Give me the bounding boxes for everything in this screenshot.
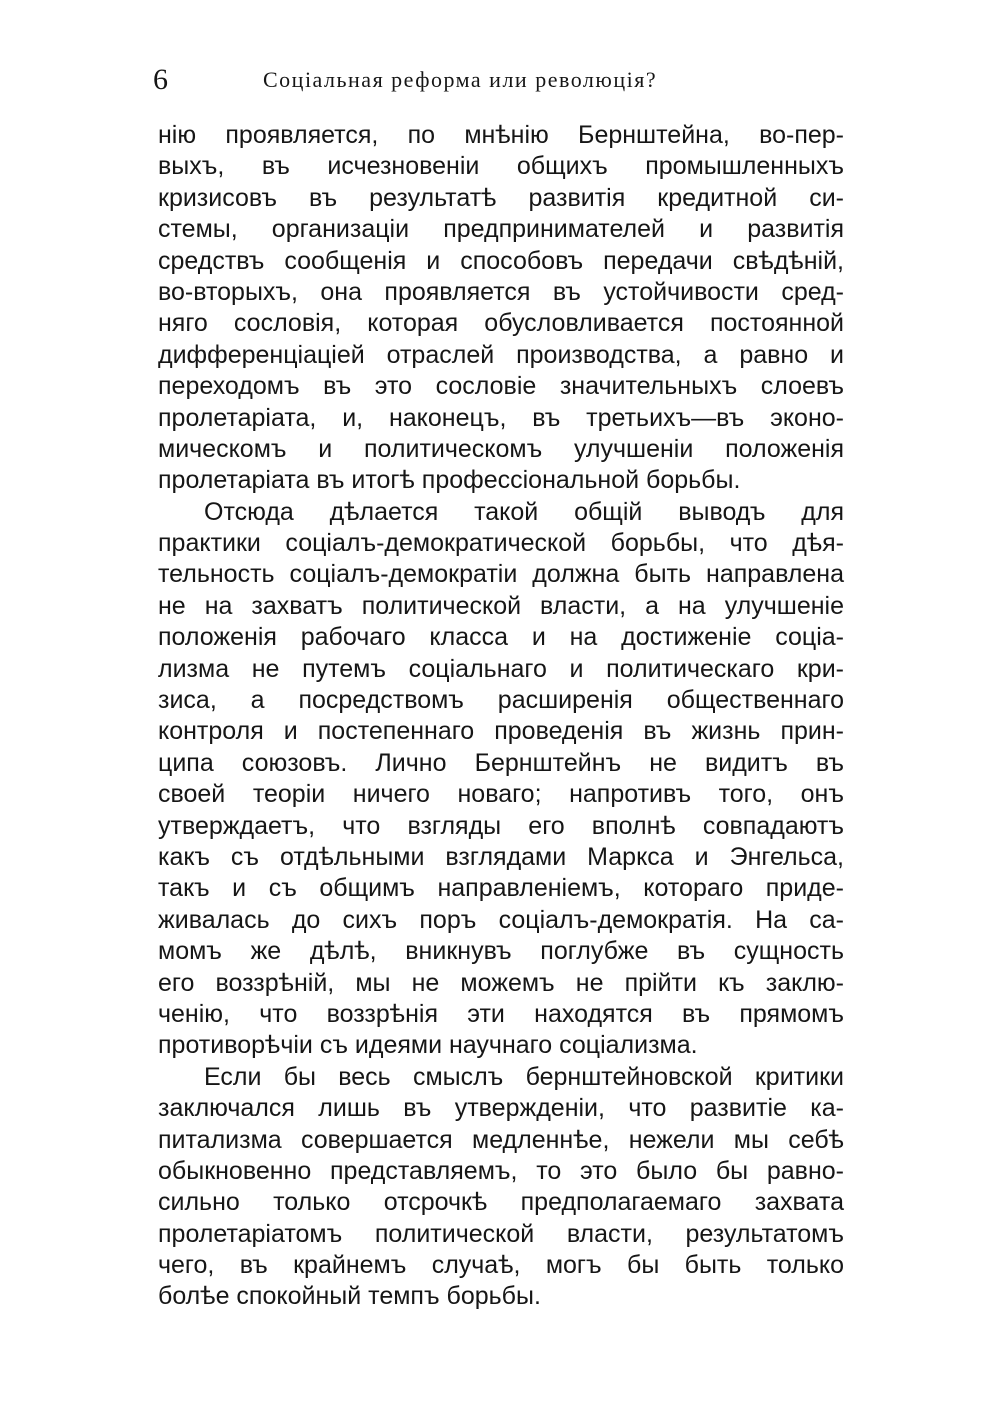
text-line: какъ съ отдѣльными взглядами Маркса и Энгельса, bbox=[158, 842, 844, 871]
text-line: выхъ, въ исчезновеніи общихъ промышленныхъ bbox=[158, 152, 844, 181]
text-line: переходомъ въ это сословіе значительныхъ слоевъ bbox=[158, 372, 844, 401]
text-line: момъ же дѣлѣ, вникнувъ поглубже въ сущность bbox=[158, 937, 844, 966]
text-line: болѣе спокойный темпъ борьбы. bbox=[158, 1282, 541, 1311]
text-line: противорѣчіи съ идеями научнаго соціализма. bbox=[158, 1031, 698, 1060]
text-line: Отсюда дѣлается такой общій выводъ для bbox=[204, 497, 844, 526]
body-text bbox=[158, 120, 844, 1313]
text-line: пролетаріатомъ политической власти, результатомъ bbox=[158, 1219, 844, 1248]
text-line: дифференціаціей отраслей производства, а равно и bbox=[158, 340, 844, 369]
running-title: Соціальная реформа или революція? bbox=[263, 67, 658, 92]
text-line: положенія рабочаго класса и на достиженіе соціа- bbox=[158, 623, 844, 652]
text-line: обыкновенно представляемъ, то это было бы равно- bbox=[158, 1156, 844, 1185]
text-line: контроля и постепеннаго проведенія въ жизнь прин- bbox=[158, 717, 844, 746]
page-number: 6 bbox=[153, 63, 168, 96]
text-line: Если бы весь смыслъ бернштейновской критики bbox=[204, 1062, 844, 1091]
text-line: утверждаетъ, что взгляды его вполнѣ совпадаютъ bbox=[158, 811, 844, 840]
text-line: чего, въ крайнемъ случаѣ, могъ бы быть только bbox=[158, 1251, 844, 1280]
text-line: пролетаріата, и, наконецъ, въ третьихъ—въ эконо- bbox=[158, 403, 844, 432]
text-line: не на захватъ политической власти, а на улучшеніе bbox=[158, 591, 844, 620]
text-line: ципа союзовъ. Лично Бернштейнъ не видитъ въ bbox=[158, 748, 844, 777]
text-line: живалась до сихъ поръ соціалъ-демократія. На са- bbox=[158, 905, 844, 934]
text-line: питализма совершается медленнѣе, нежели мы себѣ bbox=[158, 1125, 844, 1154]
text-line: такъ и съ общимъ направленіемъ, котораго приде- bbox=[158, 874, 844, 903]
text-line: тельность соціалъ-демократіи должна быть направлена bbox=[158, 560, 844, 589]
text-line: сильно только отсрочкѣ предполагаемаго захвата bbox=[158, 1188, 844, 1217]
text-line: его воззрѣній, мы не можемъ не прійти къ заклю- bbox=[158, 968, 844, 997]
text-line: няго сословія, которая обусловливается постоянной bbox=[158, 309, 844, 338]
paragraph-1 bbox=[158, 120, 844, 497]
text-line: лизма не путемъ соціальнаго и политическаго кри- bbox=[158, 654, 844, 683]
paragraph-3 bbox=[158, 1062, 844, 1313]
text-line: заключался лишь въ утвержденіи, что развитіе ка- bbox=[158, 1094, 844, 1123]
text-line: пролетаріата въ итогѣ профессіональной борьбы. bbox=[158, 466, 741, 495]
text-line: своей теоріи ничего новаго; напротивъ того, онъ bbox=[158, 780, 844, 809]
text-line: во-вторыхъ, она проявляется въ устойчивости сред- bbox=[158, 277, 844, 306]
text-line: практики соціалъ-демократической борьбы, что дѣя- bbox=[158, 529, 844, 558]
page-header bbox=[153, 62, 843, 98]
text-line: кризисовъ въ результатѣ развитія кредитной си- bbox=[158, 183, 844, 212]
text-line: стемы, организаціи предпринимателей и развитія bbox=[158, 215, 844, 244]
text-line: зиса, а посредствомъ расширенія общественнаго bbox=[158, 686, 844, 715]
text-line: нію проявляется, по мнѣнію Бернштейна, во-пер- bbox=[158, 121, 844, 149]
text-line: ченію, что воззрѣнія эти находятся въ прямомъ bbox=[158, 999, 844, 1028]
paragraph-2 bbox=[158, 497, 844, 1062]
text-line: средствъ сообщенія и способовъ передачи свѣдѣній, bbox=[158, 246, 844, 275]
text-line: мическомъ и политическомъ улучшеніи положенія bbox=[158, 434, 844, 463]
